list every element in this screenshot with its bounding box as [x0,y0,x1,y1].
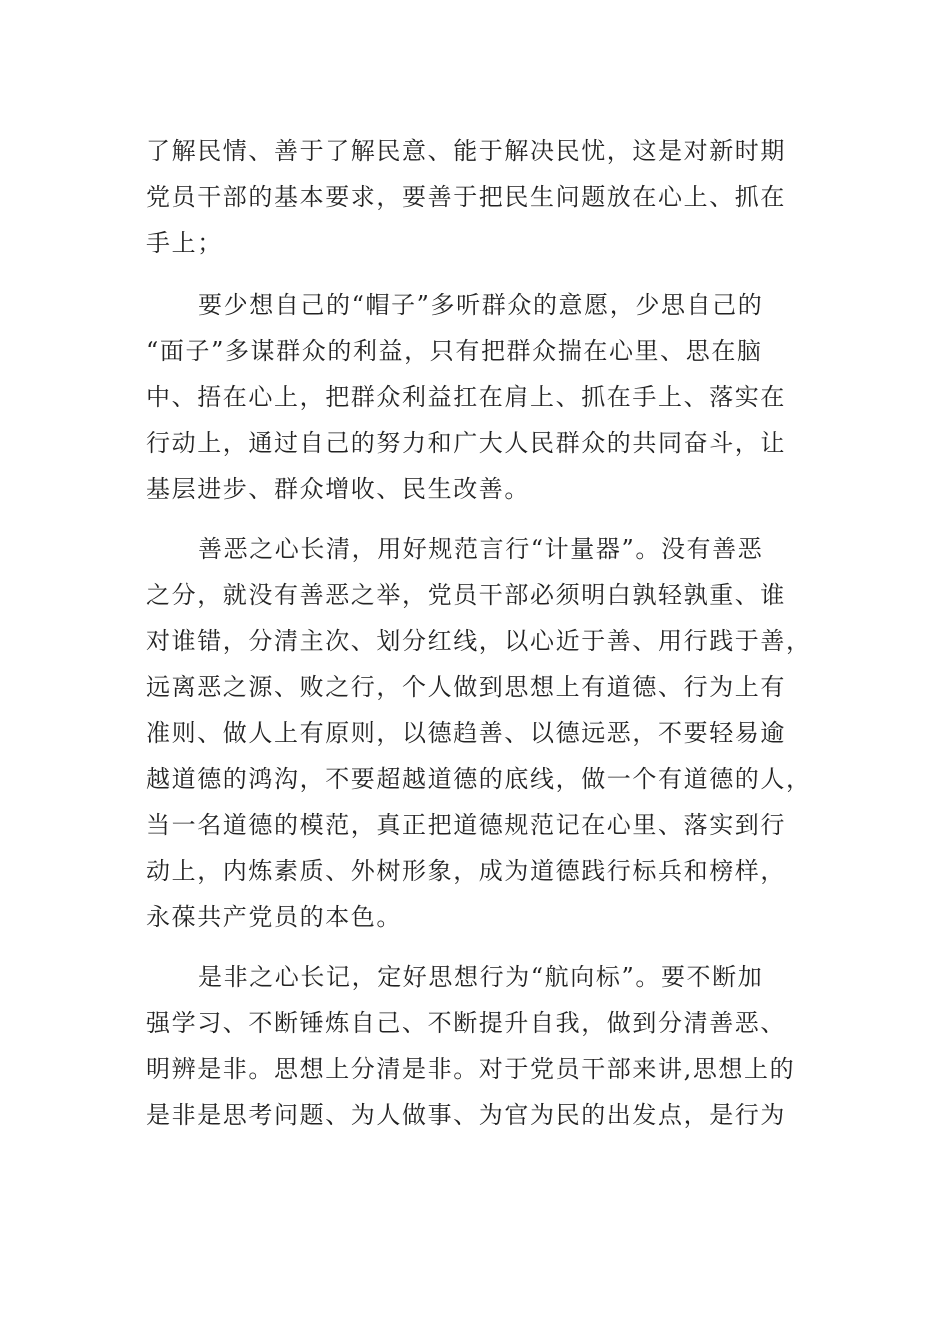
text-line: 越道德的鸿沟，不要超越道德的底线，做一个有道德的人， [146,765,812,793]
text-line: 了解民情、善于了解民意、能于解决民忧，这是对新时期 [146,137,786,165]
text-line: 善恶之心长清，用好规范言行“计量器”。没有善恶 [198,535,764,563]
text-line: 准则、做人上有原则，以德趋善、以德远恶，不要轻易逾 [146,719,786,747]
text-line: 之分，就没有善恶之举，党员干部必须明白孰轻孰重、谁 [146,581,786,609]
text-line: 是非是思考问题、为人做事、为官为民的出发点，是行为 [146,1101,786,1129]
text-line: 党员干部的基本要求，要善于把民生问题放在心上、抓在 [146,183,786,211]
paragraph-4 [146,954,802,1138]
text-line: 永葆共产党员的本色。 [146,903,402,931]
document-body [146,128,812,1152]
text-line: 要少想自己的“帽子”多听群众的意愿，少思自己的 [198,291,764,319]
text-line: 对谁错，分清主次、划分红线，以心近于善、用行践于善， [146,627,812,655]
text-line: 明辨是非。思想上分清是非。对于党员干部来讲,思想上的 [146,1055,796,1083]
text-line: 当一名道德的模范，真正把道德规范记在心里、落实到行 [146,811,786,839]
text-line: 行动上，通过自己的努力和广大人民群众的共同奋斗，让 [146,429,786,457]
text-line: 动上，内炼素质、外树形象，成为道德践行标兵和榜样， [146,857,786,885]
text-line: 手上； [146,229,223,257]
text-line: 基层进步、群众增收、民生改善。 [146,475,530,503]
text-line: 中、捂在心上，把群众利益扛在肩上、抓在手上、落实在 [146,383,786,411]
text-line: 是非之心长记，定好思想行为“航向标”。要不断加 [198,963,764,991]
paragraph-2 [146,282,802,512]
paragraph-3 [146,526,812,940]
text-line: “面子”多谋群众的利益，只有把群众揣在心里、思在脑 [146,337,763,365]
text-line: 强学习、不断锤炼自己、不断提升自我，做到分清善恶、 [146,1009,786,1037]
text-line: 远离恶之源、败之行，个人做到思想上有道德、行为上有 [146,673,786,701]
paragraph-1 [146,128,802,266]
